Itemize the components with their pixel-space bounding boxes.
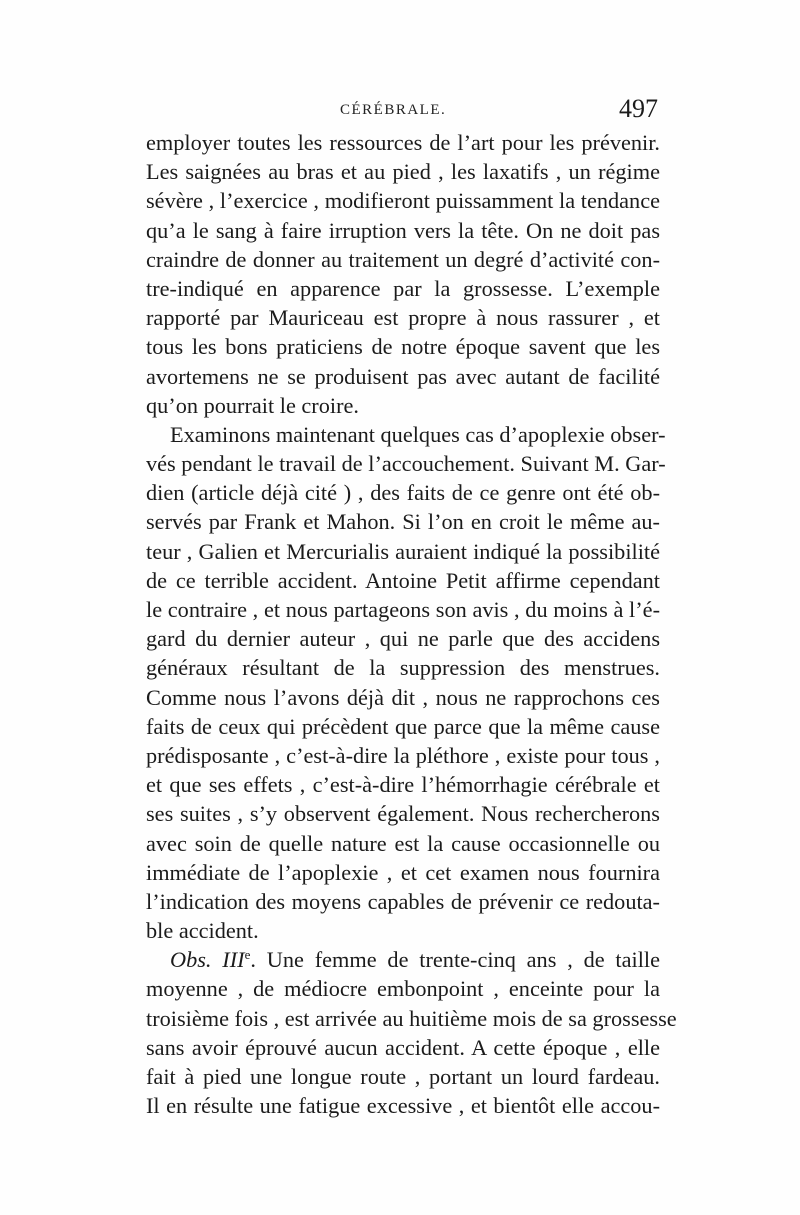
text-line: Les saignées au bras et au pied , les laxatifs , un régime xyxy=(146,159,660,185)
text-line: troisième fois , est arrivée au huitième mois de sa grossesse xyxy=(146,1005,677,1031)
text-line: Comme nous l’avons déjà dit , nous ne rapprochons ces xyxy=(146,684,660,710)
text-line: teur , Galien et Mercurialis auraient indiqué la possibilité xyxy=(146,538,660,564)
text-line: tous les bons praticiens de notre époque savent que les xyxy=(146,334,660,360)
observation-first-line: . Une femme de trente-cinq ans , de taille xyxy=(250,947,660,973)
text-line: craindre de donner au traitement un degré d’activité con- xyxy=(146,246,660,272)
text-line: Examinons maintenant quelques cas d’apoplexie obser- xyxy=(170,421,666,447)
text-line: servés par Frank et Mahon. Si l’on en croit le même au- xyxy=(146,509,660,535)
text-line: sévère , l’exercice , modifieront puissamment la tendance xyxy=(146,188,660,214)
text-line: et que ses effets , c’est-à-dire l’hémorrhagie cérébrale et xyxy=(146,772,660,798)
text-line: avortemens ne se produisent pas avec autant de facilité xyxy=(146,363,660,389)
text-line: tre-indiqué en apparence par la grossesse. L’exemple xyxy=(146,275,660,301)
text-line: employer toutes les ressources de l’art pour les prévenir. xyxy=(146,130,660,155)
text-line: prédisposante , c’est-à-dire la pléthore , existe pour tous , xyxy=(146,742,660,768)
text-line: dien (article déjà cité ) , des faits de ce genre ont été ob- xyxy=(146,480,660,506)
text-line: sans avoir éprouvé aucun accident. A cette époque , elle xyxy=(146,1034,660,1060)
body-text xyxy=(146,128,677,1120)
running-title: CÉRÉBRALE. xyxy=(340,102,447,118)
text-line: immédiate de l’apoplexie , et cet examen nous fournira xyxy=(146,859,660,885)
text-line: qu’on pourrait le croire. xyxy=(146,392,359,418)
text-line: avec soin de quelle nature est la cause occasionnelle ou xyxy=(146,830,660,856)
text-line: rapporté par Mauriceau est propre à nous rassurer , et xyxy=(146,305,660,331)
page-number: 497 xyxy=(619,94,658,123)
text-line: faits de ceux qui précèdent que parce que la même cause xyxy=(146,713,660,739)
text-line: vés pendant le travail de l’accouchement. Suivant M. Gar- xyxy=(146,451,666,477)
text-line: qu’a le sang à faire irruption vers la tête. On ne doit pas xyxy=(146,217,660,243)
text-line: le contraire , et nous partageons son avis , du moins à l’é- xyxy=(146,597,660,622)
text-line: fait à pied une longue route , portant un lourd fardeau. xyxy=(146,1064,660,1089)
text-line: ses suites , s’y observent également. Nous rechercherons xyxy=(146,801,660,827)
text-line: moyenne , de médiocre embonpoint , enceinte pour la xyxy=(146,976,660,1002)
text-line: Il en résulte une fatigue excessive , et bientôt elle accou- xyxy=(146,1093,660,1119)
text-line: ble accident. xyxy=(146,918,259,944)
running-head xyxy=(146,96,658,130)
text-line: gard du dernier auteur , qui ne parle que des accidens xyxy=(146,626,660,652)
text-line: généraux résultant de la suppression des menstrues. xyxy=(146,655,660,681)
observation-superscript: e xyxy=(244,947,251,963)
observation-heading-line xyxy=(146,945,660,974)
text-line: l’indication des moyens capables de prévenir ce redouta- xyxy=(146,888,660,914)
text-line: de ce terrible accident. Antoine Petit affirme cependant xyxy=(146,567,660,593)
observation-label: Obs. III xyxy=(170,947,245,973)
